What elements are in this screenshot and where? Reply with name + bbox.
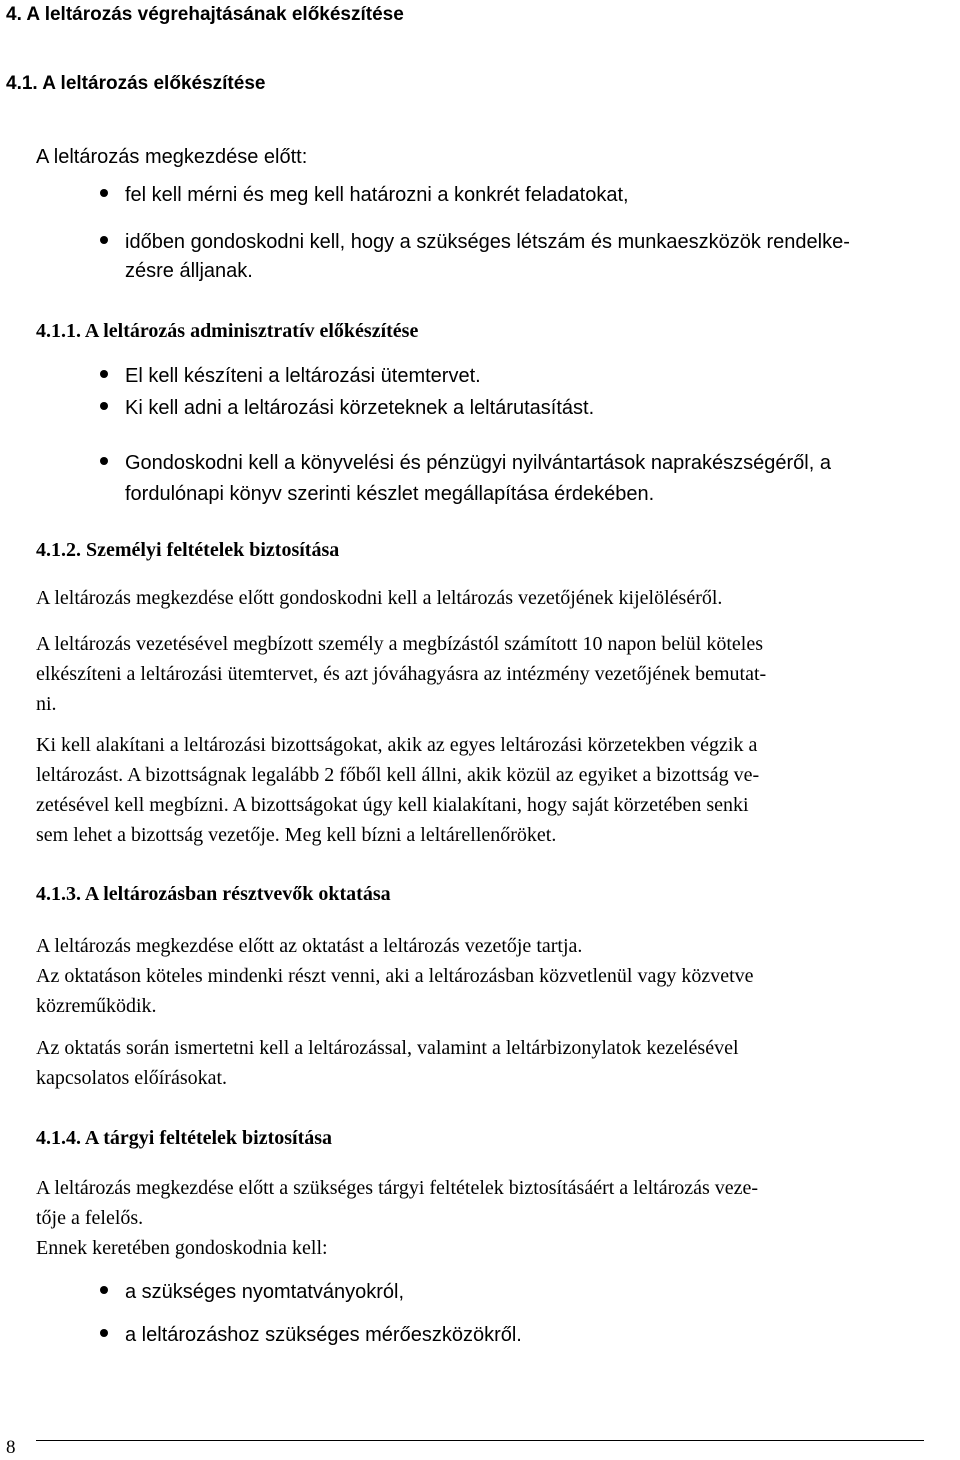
intro-bullet-1: fel kell mérni és meg kell határozni a konkrét feladatokat, <box>125 184 629 206</box>
section-title: 4.1. A leltározás előkészítése <box>6 73 266 94</box>
s411-bullet-3: Gondoskodni kell a könyvelési és pénzügyi nyilvántartások naprakészségéről, a <box>125 452 831 474</box>
s413-p3-line-1: Az oktatás során ismertetni kell a leltározással, valamint a leltárbizonylatok kezelésével <box>36 1037 739 1059</box>
s414-p1-line-1: A leltározás megkezdése előtt a szükséges tárgyi feltételek biztosításáért a leltározás veze- <box>36 1177 759 1199</box>
s413-p2-line-2: közreműködik. <box>36 995 157 1017</box>
s414-p1-line-2: tője a felelős. <box>36 1207 144 1229</box>
s414-bullet-1: a szükséges nyomtatványokról, <box>125 1281 405 1303</box>
s412-p3-line-1: Ki kell alakítani a leltározási bizottságokat, akik az egyes leltározási körzetekben végzik a <box>36 734 758 756</box>
bullet-icon <box>100 402 108 410</box>
s412-p2-line-2: elkészíteni a leltározási ütemtervet, és azt jóváhagyásra az intézmény vezetőjének bemutat- <box>36 663 767 685</box>
bullet-icon <box>100 189 108 197</box>
subsection-4-1-3-title: 4.1.3. A leltározásban résztvevők oktatása <box>36 883 391 905</box>
chapter-title: 4. A leltározás végrehajtásának előkészítése <box>6 4 404 25</box>
s413-paragraph-1: A leltározás megkezdése előtt az oktatást a leltározás vezetője tartja. <box>36 935 583 957</box>
bullet-icon <box>100 1286 108 1294</box>
s414-bullet-2: a leltározáshoz szükséges mérőeszközökről. <box>125 1324 522 1346</box>
subsection-4-1-1-title: 4.1.1. A leltározás adminisztratív előkészítése <box>36 320 419 342</box>
s413-p3-line-2: kapcsolatos előírásokat. <box>36 1067 228 1089</box>
s413-p2-line-1: Az oktatáson köteles mindenki részt venni, aki a leltározásban közvetlenül vagy közvetve <box>36 965 754 987</box>
s411-bullet-1: El kell készíteni a leltározási ütemtervet. <box>125 365 481 387</box>
s412-p3-line-2: leltározást. A bizottságnak legalább 2 főből kell állni, akik közül az egyiket a bizottság ve- <box>36 764 760 786</box>
s412-p2-line-3: ni. <box>36 693 57 715</box>
footer-divider <box>36 1440 924 1441</box>
bullet-icon <box>100 457 108 465</box>
s412-p2-line-1: A leltározás vezetésével megbízott személy a megbízástól számított 10 napon belül köteles <box>36 633 763 655</box>
bullet-icon <box>100 370 108 378</box>
bullet-icon <box>100 236 108 244</box>
s411-bullet-3-cont: fordulónapi könyv szerinti készlet megállapítása érdekében. <box>125 483 655 505</box>
s414-paragraph-2: Ennek keretében gondoskodnia kell: <box>36 1237 328 1259</box>
bullet-icon <box>100 1329 108 1337</box>
intro-bullet-2-cont: zésre álljanak. <box>125 260 253 282</box>
intro-text: A leltározás megkezdése előtt: <box>36 146 308 168</box>
s412-paragraph-1: A leltározás megkezdése előtt gondoskodni kell a leltározás vezetőjének kijelöléséről. <box>36 587 723 609</box>
s412-p3-line-4: sem lehet a bizottság vezetője. Meg kell bízni a leltárellenőröket. <box>36 824 557 846</box>
s412-p3-line-3: zetésével kell megbízni. A bizottságokat úgy kell kialakítani, hogy saját körzetében senki <box>36 794 749 816</box>
s411-bullet-2: Ki kell adni a leltározási körzeteknek a leltárutasítást. <box>125 397 595 419</box>
subsection-4-1-4-title: 4.1.4. A tárgyi feltételek biztosítása <box>36 1127 333 1149</box>
intro-bullet-2: időben gondoskodni kell, hogy a szükséges létszám és munkaeszközök rendelke- <box>125 231 850 253</box>
page-number: 8 <box>6 1437 16 1458</box>
subsection-4-1-2-title: 4.1.2. Személyi feltételek biztosítása <box>36 539 340 561</box>
